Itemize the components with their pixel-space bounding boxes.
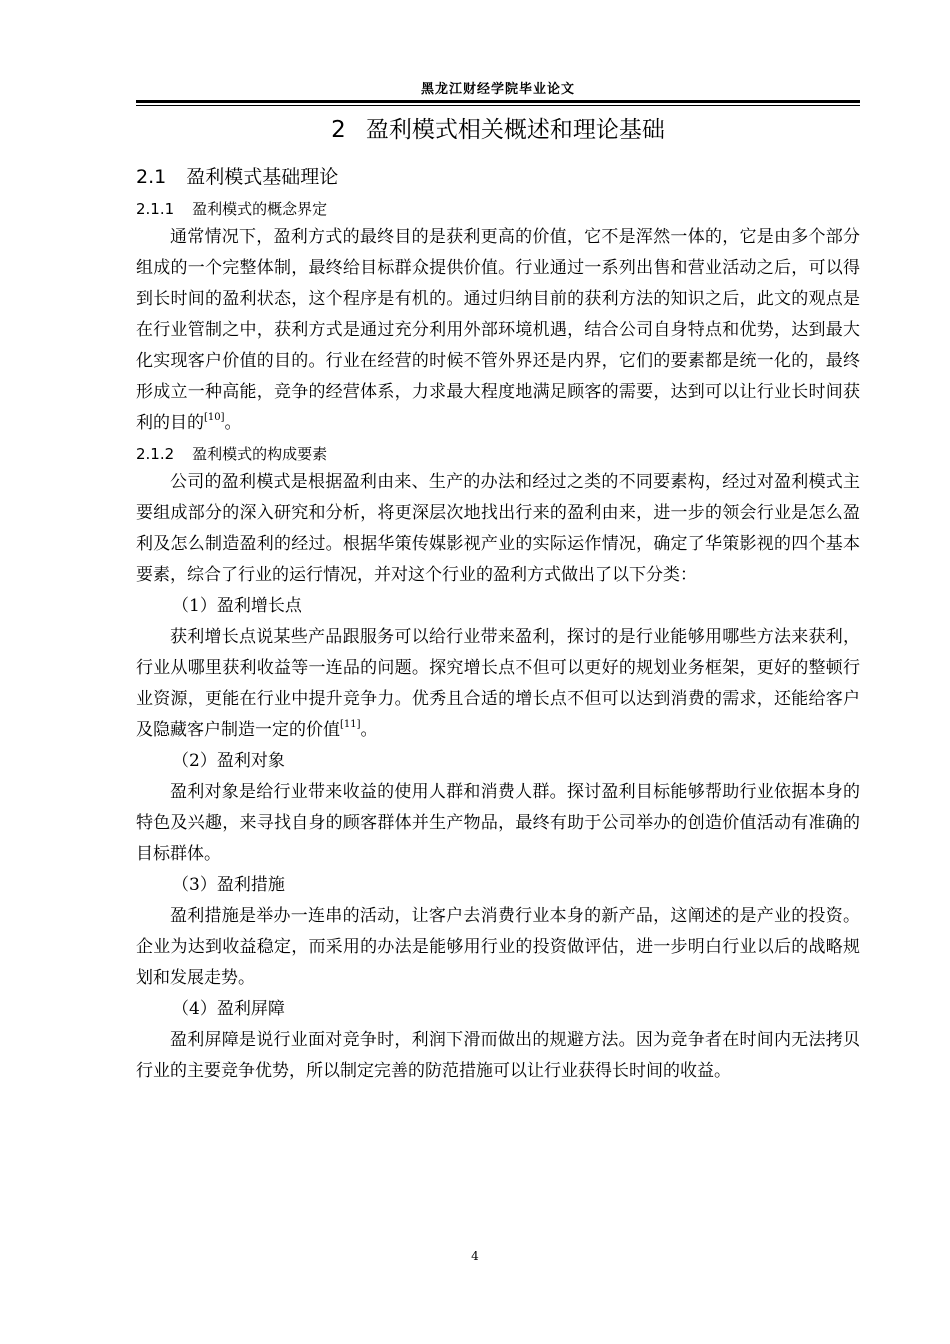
section-title-text: 盈利模式基础理论 (186, 166, 339, 188)
header-rule-thin (136, 105, 860, 106)
subsection-number: 2.1.2 (136, 445, 175, 463)
paragraph-end: 。 (360, 720, 378, 740)
citation-ref: [10] (204, 412, 225, 423)
item-heading-2: （2）盈利对象 (172, 751, 285, 771)
item-paragraph-3: 盈利措施是举办一连串的活动，让客户去消费行业本身的新产品，这阐述的是产业的投资。企业为达到收益稳定，而采用的办法是能够用行业的投资做评估，进一步明白行业以后的战略规划和发展走势。 (136, 906, 860, 988)
paragraph-text: 获利增长点说某些产品跟服务可以给行业带来盈利，探讨的是行业能够用哪些方法来获利，行业从哪里获利收益等一连品的问题。探究增长点不但可以更好的规划业务框架，更好的整顿行业资源，更能在行业中提升竞争力。优秀且合适的增长点不但可以达到消费的需求，还能给客户及隐藏客户制造一定的价值 (136, 627, 860, 740)
item-paragraph-2: 盈利对象是给行业带来收益的使用人群和消费人群。探讨盈利目标能够帮助行业依据本身的特色及兴趣，来寻找自身的顾客群体并生产物品，最终有助于公司举办的创造价值活动有准确的目标群体。 (136, 782, 860, 864)
paragraph-text: 通常情况下，盈利方式的最终目的是获利更高的价值，它不是浑然一体的，它是由多个部分组成的一个完整体制，最终给目标群众提供价值。行业通过一系列出售和营业活动之后，可以得到长时间的盈利状态，这个程序是有机的。通过归纳目前的获利方法的知识之后，此文的观点是在行业管制之中，获利方式是通过充分利用外部环境机遇，结合公司自身特点和优势，达到最大化实现客户价值的目的。行业在经营的时候不管外界还是内界，它们的要素都是统一化的，最终形成立一种高能，竞争的经营体系，力求最大程度地满足顾客的需要，达到可以让行业长时间获利的目的 (136, 227, 860, 433)
page-number: 4 (471, 1249, 479, 1263)
item-paragraph-4: 盈利屏障是说行业面对竞争时，利润下滑而做出的规避方法。因为竞争者在时间内无法拷贝行业的主要竞争优势，所以制定完善的防范措施可以让行业获得长时间的收益。 (136, 1030, 860, 1081)
paragraph-end: 。 (224, 413, 242, 433)
chapter-number: 2 (331, 117, 346, 143)
paragraph-2-1-1 (136, 222, 860, 439)
paragraph-2-1-2-intro: 公司的盈利模式是根据盈利由来、生产的办法和经过之类的不同要素构，经过对盈利模式主要组成部分的深入研究和分析，将更深层次地找出行来的盈利由来，进一步的领会行业是怎么盈利及怎么制造盈利的经过。根据华策传媒影视产业的实际运作情况，确定了华策影视的四个基本要素，综合了行业的运行情况，并对这个行业的盈利方式做出了以下分类： (136, 472, 860, 585)
running-header: 黑龙江财经学院毕业论文 (420, 82, 575, 97)
item-heading-4: （4）盈利屏障 (172, 999, 285, 1019)
chapter-title-text: 盈利模式相关概述和理论基础 (365, 117, 665, 143)
page-content (136, 112, 860, 1087)
chapter-title (136, 112, 860, 148)
section-number: 2.1 (136, 166, 167, 188)
subsection-title-text: 盈利模式的概念界定 (192, 200, 328, 218)
subsection-number: 2.1.1 (136, 200, 175, 218)
item-heading-1: （1）盈利增长点 (172, 596, 302, 616)
item-paragraph-1 (136, 622, 860, 746)
header-rule-thick (136, 100, 860, 103)
citation-ref: [11] (340, 719, 361, 730)
item-heading-3: （3）盈利措施 (172, 875, 285, 895)
section-title (136, 162, 860, 192)
subsection-title-2-1-1 (136, 196, 860, 222)
subsection-title-2-1-2 (136, 441, 860, 467)
subsection-title-text: 盈利模式的构成要素 (192, 445, 328, 463)
